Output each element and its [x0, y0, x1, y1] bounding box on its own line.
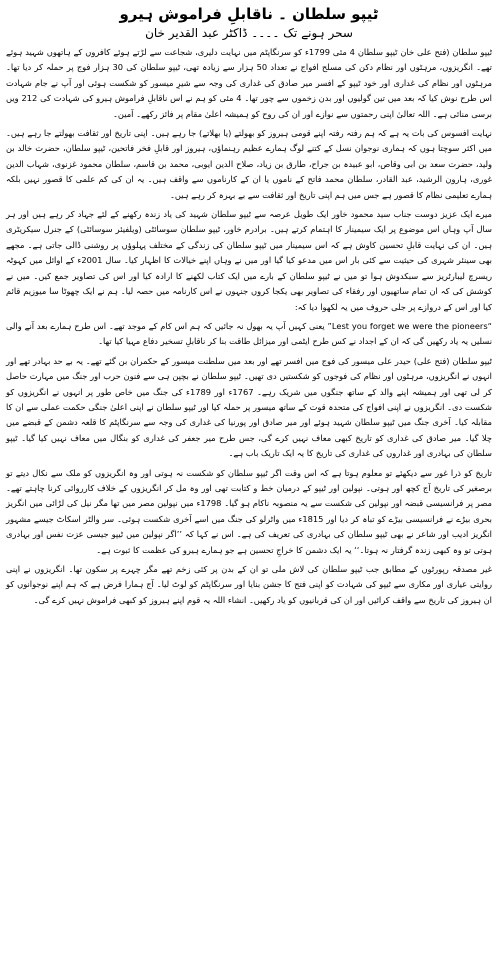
- paragraph-1: ٹیپو سلطان (فتح علی خان ٹیپو سلطان 4 مئی 1799ء کو سرنگاپٹم میں نہایت دلیری، شجاعت سے لڑتے ہوئے کافروں کے ہاتھوں شہید ہوئے تھے۔ انگریزوں، مرہٹوں اور نظام دکن کی مسلح افواج نے تعداد 50 ہزار سے زیادہ تھی، ٹیپو سلطان کی 30 ہزار فوج پر حملہ کر دیا تھا۔ مرہٹوں اور نظام کی غداری اور خود ٹیپو کے افسر میر صادق کی غداری کی وجہ سے شیرِ میسور کو شکست ہوئی اور آپ نے جام شہادت اس طرح نوش کیا کہ بعد میں تین گولیوں اور بدن زخموں سے چور تھا۔ 4 مئی کو ہم نے اس ناقابلِ فراموش ہیرو کی شہادت کی 212 ویں برسی منائی ہے۔ اللہ تعالیٰ اپنی رحمتوں سے نوازے اور ان کی روح کو ہمیشہ اعلیٰ مقام پر فائز رکھے۔ آمین۔: [6, 47, 493, 119]
- paragraph-3: میرے ایک عزیز دوست جناب سید محمود خاور ایک طویل عرصہ سے ٹیپو سلطان شہید کی یاد زندہ رکھنے کے لئے جہاد کر رہے ہیں اور ہر سال آپ وہاں اس موضوع پر ایک سیمینار کا اہتمام کرتے ہیں۔ برادرم خاور، ٹیپو سلطان سوسائٹی (ویلفیئر سوسائٹی) کے جنرل سیکریٹری ہیں۔ ان کی نہایت قابلِ تحسین کاوش ہے کہ اس سیمینار میں ٹیپو سلطان کی زندگی کے مختلف پہلوؤں پر روشنی ڈالی جاتی ہے۔ مجھے بھی سینئر شہری کی حیثیت سے کئی بار اس میں مدعو کیا گیا اور میں نے وہاں اپنے خیالات کا اظہار کیا۔ سال 2001ء کے اوائل میں کہوٹہ ریسرچ لیبارٹریز سے سبکدوش ہوا تو میں نے ٹیپو سلطان کے بارے میں ایک کتاب لکھنے کا ارادہ کیا اور اس کی تصاویر جمع کیں۔ میں نے کوشش کی کہ ان تمام ساتھیوں اور رفقاء کی تصاویر بھی یکجا کروں جنہوں نے اس کارنامہ میں حصہ لیا۔ ہم نے ایک چھوٹا سا میوزیم قائم کیا اور اس کے دروازے پر جلی حروف میں یہ لکھوا دیا کہ:: [6, 209, 492, 312]
- author-byline: سحر ہونے تک ۔۔۔۔ ڈاکٹر عبد القدیر خان: [145, 26, 353, 40]
- paragraph-2: نہایت افسوس کی بات یہ ہے کہ ہم رفتہ رفتہ اپنے قومی ہیروز کو بھولتے (یا بھلاتے) جا رہے ہیں۔ اپنی تاریخ اور ثقافت بھولتے جا رہے ہیں۔ میں اکثر سوچتا ہوں کہ ہماری نوجوان نسل کے کتنے لوگ ہمارے عظیم رہنماؤں، ہیروز اور قابلِ فخر فاتحین، ٹیپو سلطان، حضرت خالد بن ولید، حضرت سعد بن ابی وقاص، ابو عبیدہ بن جراح، طارق بن زیاد، صلاح الدین ایوبی، محمد بن قاسم، سلطان محمود غزنوی، شہاب الدین غوری، ہارون الرشید، عبد القادر، سلطان محمد فاتح کے ناموں یا ان کے کارناموں سے واقف ہیں۔ یہ ان کی کم علمی کا قصور نہیں بلکہ ہمارے تعلیمی نظام کا قصور ہے جس میں ہم اپنی تاریخ اور ثقافت سے بے بہرہ کر رہے ہیں۔: [6, 128, 492, 200]
- article-title: ٹیپو سلطان ۔ ناقابلِ فراموش ہیرو: [119, 5, 379, 23]
- paragraph-7: غیر مصدقہ رپورٹوں کے مطابق جب ٹیپو سلطان کی لاش ملی تو ان کے بدن پر کئی زخم تھے مگر چہرے پر سکون تھا۔ انگریزوں نے اپنی روایتی عیاری اور مکاری سے ٹیپو کی شہادت کو اپنی فتح کا جشن بنایا اور سرنگاپٹم کو لوٹ لیا۔ آج ہمارا فرض ہے کہ ہم اپنے نوجوانوں کو ان ہیروز کی تاریخ سے واقف کرائیں اور ان کی قربانیوں کو یاد رکھیں۔ انشاء اللہ یہ قوم اپنے ہیروز کو کبھی فراموش نہیں کرے گی۔: [6, 564, 492, 605]
- paragraph-6: تاریخ کو ذرا غور سے دیکھئے تو معلوم ہوتا ہے کہ اس وقت اگر ٹیپو سلطان کو شکست نہ ہوتی اور وہ انگریزوں کو ملک سے نکال دیتے تو برصغیر کی تاریخ آج کچھ اور ہوتی۔ نپولین اور ٹیپو کے درمیان خط و کتابت تھی اور وہ مل کر انگریزوں کے خلاف کارروائی کرنا چاہتے تھے۔ مصر پر فرانسیسی قبضہ اور نپولین کی شکست سے یہ منصوبہ ناکام ہو گیا۔ 1798ء میں نپولین مصر میں تھا مگر نیل کی لڑائی میں انگریز بحری بیڑے نے فرانسیسی بیڑے کو تباہ کر دیا اور 1815ء میں واٹرلو کی جنگ میں اسے آخری شکست ہوئی۔ سر والٹر اسکاٹ جیسے مشہور انگریز ادیب اور شاعر نے بھی ٹیپو سلطان کی بہادری کی تعریف کی ہے۔ اس نے کہا کہ ’’اگر نپولین میں ٹیپو جیسی عزت نفس اور بہادری ہوتی تو وہ کبھی زندہ گرفتار نہ ہوتا۔‘‘ یہ ایک دشمن کا خراجِ تحسین ہے جو ہمارے ہیرو کی عظمت کا ثبوت ہے۔: [6, 467, 492, 555]
- paragraph-5: ٹیپو سلطان (فتح علی) حیدر علی میسور کی فوج میں افسر تھے اور بعد میں سلطنت میسور کے حکمران بن گئے تھے۔ یہ بے حد بہادر تھے اور انہوں نے انگریزوں، مرہٹوں اور نظام کی فوجوں کو شکستیں دی تھیں۔ ٹیپو سلطان نے بچپن ہی سے فنون حرب اور جنگ میں مہارت حاصل کر لی تھی اور ہمیشہ اپنے والد کے ساتھ جنگوں میں شریک رہے۔ 1767ء اور 1789ء کی جنگ میں خاص طور پر انہوں نے انگریزوں کو شکست دی۔ انگریزوں نے اپنی افواج کی متحدہ قوت کے ساتھ میسور پر حملہ کیا اور ٹیپو سلطان نے اپنی اعلیٰ جنگی حکمت عملی سے ان کا مقابلہ کیا۔ آخری جنگ میں ٹیپو سلطان شہید ہوئے اور میر صادق اور پورنیا کی غداری کی وجہ سے سرنگاپٹم کا قلعہ دشمن کے قبضے میں چلا گیا۔ میر صادق کی غداری کو تاریخ کبھی معاف نہیں کرے گی، جس طرح میر جعفر کی غداری کو بنگال میں معاف نہیں کیا گیا۔ ٹیپو سلطان کی بہادری اور غداروں کی غداری کی تاریخ کا یہ ایک تاریک باب ہے۔: [6, 355, 492, 459]
- paragraph-4-quote: “Lest you forget we were the pioneers” یعنی کہیں آپ یہ بھول نہ جائیں کہ ہم اس کام کے موجد تھے۔ اس طرح ہمارے بعد آنے والی نسلیں یہ یاد رکھیں گی کہ ان کے اجداد نے کس طرح ایٹمی اور میزائل طاقت بنا کر ناقابلِ تسخیر دفاع مہیا کیا تھا۔: [6, 320, 492, 347]
